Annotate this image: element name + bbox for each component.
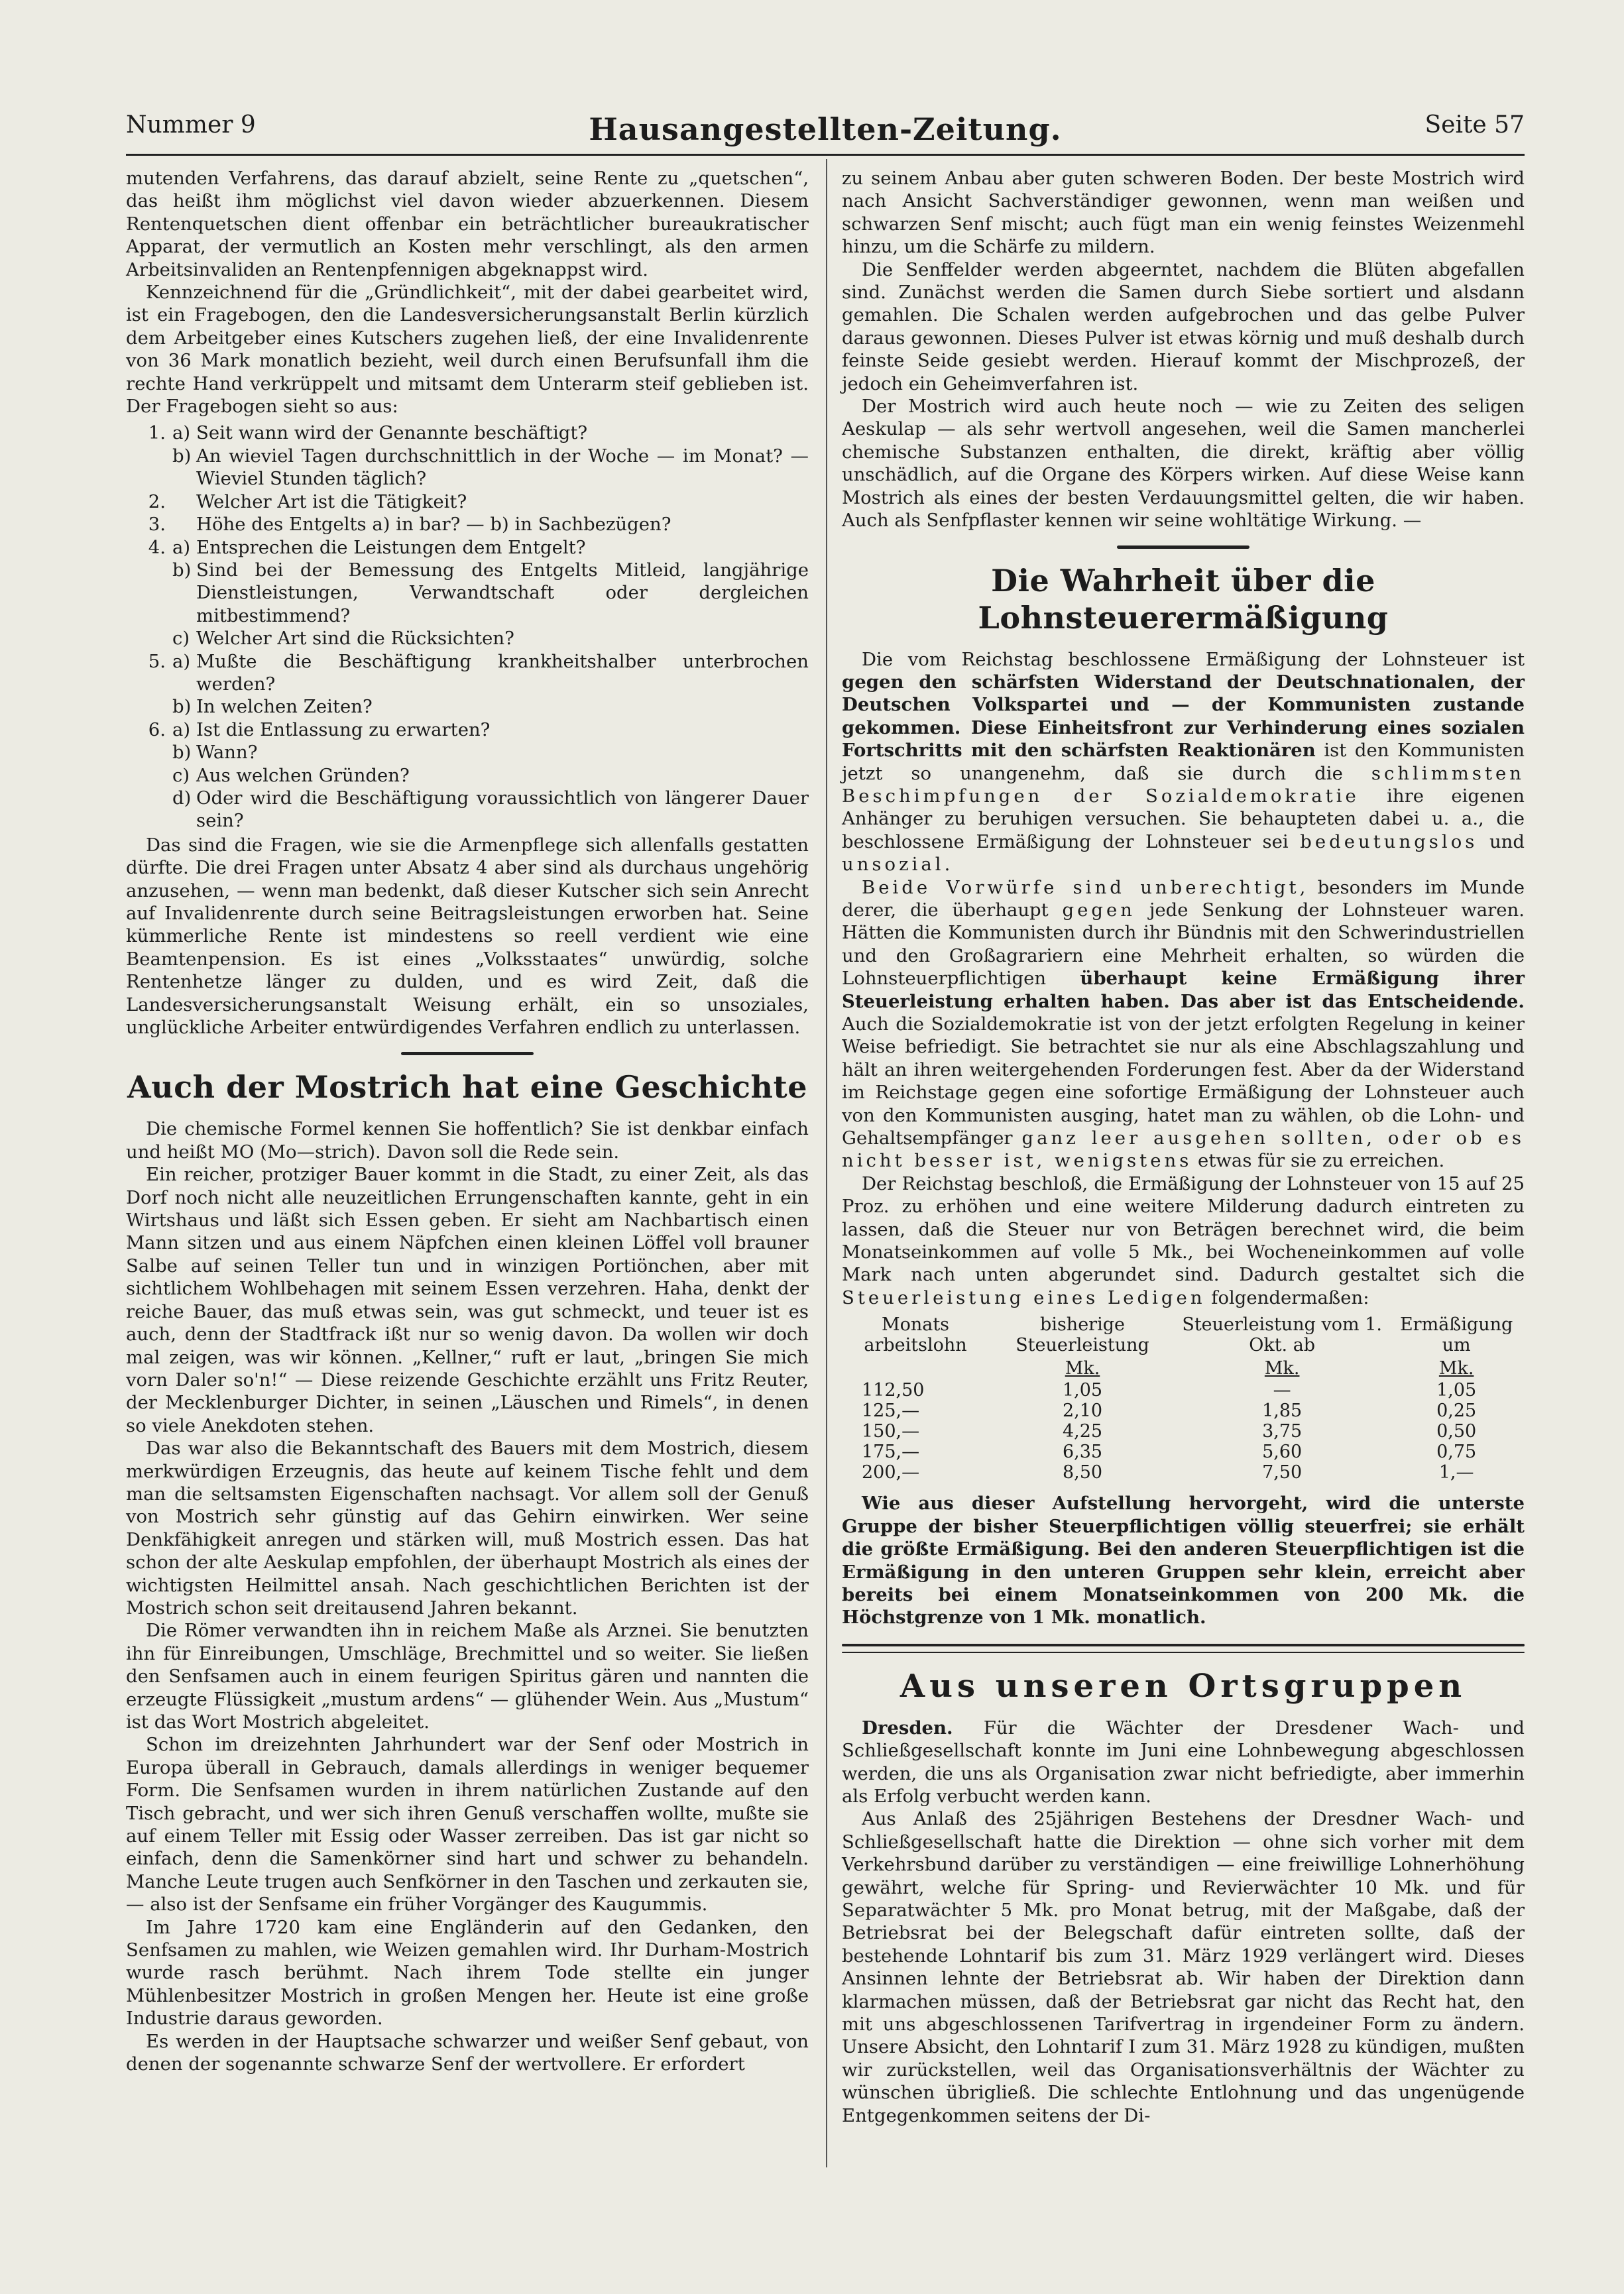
page-number: Seite 57: [1424, 111, 1525, 139]
article-paragraph: Kennzeichnend für die „Gründlichkeit“, mit der dabei gearbeitet wird, ist ein Fragebogen, den die Landesversicherungsanstalt Berlin kürzlich dem Arbeitgeber eines Kutschers zugehen ließ, der eine Invalidenrente von 36 Mark monatlich bezieht, weil durch einen Berufsunfall ihm die rechte Hand verkrüppelt und mitsamt dem Unterarm steif geblieben ist. Der Fragebogen sieht so aus:: [126, 282, 809, 418]
question-row: 1. a) Seit wann wird der Genannte beschäftigt?: [148, 422, 588, 444]
article-paragraph: Es werden in der Hauptsache schwarzer und weißer Senf gebaut, von denen der sogenannte schwarze Senf der wertvollere. Er erfordert: [126, 2030, 809, 2075]
page-header: [126, 111, 1525, 151]
masthead-title: Hausangestellten-Zeitung.: [589, 111, 1062, 147]
ortsgruppen-headline: Aus unseren Ortsgruppen: [899, 1667, 1467, 1705]
section-rule-thin: [842, 1652, 1525, 1653]
table-row: 112,50 1,05 — 1,05: [862, 1380, 1477, 1401]
tax-table: [842, 1314, 1525, 1483]
column-header: bisherige Steuerleistung: [1015, 1314, 1149, 1356]
article-paragraph: Die chemische Formel kennen Sie hoffentlich? Sie ist denkbar einfach und heißt MO (Mo—strich). Davon soll die Rede sein.: [126, 1118, 809, 1163]
question-row: b) Wann?: [172, 742, 258, 764]
question-row: 5. a) Mußte die Beschäftigung krankheitshalber unterbrochen werden?: [148, 650, 809, 695]
question-row: b) Sind bei der Bemessung des Entgelts Mitleid, langjährige Dienstleistungen, Verwandtschaft oder dergleichen mitbestimmend?: [172, 559, 809, 626]
table-header-row: [842, 1314, 1525, 1358]
question-row: c) Welcher Art sind die Rücksichten?: [172, 628, 514, 650]
question-row: 6. a) Ist die Entlassung zu erwarten?: [148, 718, 491, 740]
section-rule: [842, 1644, 1525, 1646]
spaced-text: Beide Vorwürfe sind unberechtigt: [862, 876, 1300, 898]
lohnsteuer-headline: Die Wahrheit über die Lohnsteuerermäßigung: [978, 562, 1389, 636]
article-paragraph: Die vom Reichstag beschlossene Ermäßigung der Lohnsteuer ist gegen den schärfsten Widerstand der Deutschnationalen, der Deutschen Volkspartei und — der Kommunisten zustande gekommen. Diese Einheitsfront zur Verhinderung eines sozialen Fortschritts mit den schärfsten Reaktionären ist den Kommunisten jetzt so unangenehm, daß sie durch die schlimmsten Beschimpfungen der Sozialdemokratie ihre eigenen Anhänger zu beruhigen versuchen. Sie behaupteten dabei u. a., die beschlossene Ermäßigung der Lohnsteuer sei bedeutungslos und unsozial.: [842, 648, 1525, 876]
left-column: [126, 167, 809, 2076]
table-row: 175,— 6,35 5,60 0,75: [862, 1442, 1477, 1463]
city-label: Dresden.: [862, 1717, 953, 1739]
question-row: b) In welchen Zeiten?: [172, 696, 373, 718]
question-row: 2. Welcher Art ist die Tätigkeit?: [148, 490, 467, 512]
article-paragraph: Im Jahre 1720 kam eine Engländerin auf den Gedanken, den Senfsamen zu mahlen, wie Weizen gemahlen wird. Ihr Durham-Mostrich wurde rasch berühmt. Nach ihrem Tode stellte ein junger Mühlenbesitzer Mostrich in großen Mengen her. Heute ist eine große Industrie daraus geworden.: [126, 1916, 809, 2030]
article-paragraph: Wie aus dieser Aufstellung hervorgeht, wird die unterste Gruppe der bisher Steuerpflichtigen völlig steuerfrei; sie erhält die größte Ermäßigung. Bei den anderen Steuerpflichtigen ist die Ermäßigung in den unteren Gruppen sehr klein, erreicht aber bereits bei einem Monatseinkommen von 200 Mk. die Höchstgrenze von 1 Mk. monatlich.: [842, 1493, 1525, 1629]
emphasis-text: gegen den schärfsten Widerstand der Deutschnationalen, der Deutschen Volkspartei und — der Kommunisten zustande gekommen. Diese Einheitsfront zur Verhinderung eines sozialen Fortschritts mit den schärfsten Reaktionären: [842, 671, 1525, 762]
table-row: 150,— 4,25 3,75 0,50: [862, 1421, 1477, 1442]
header-rule: [126, 154, 1525, 156]
section-ornament-rule: [1117, 545, 1249, 549]
column-header: Monats arbeitslohn: [864, 1314, 967, 1356]
article-paragraph: Beide Vorwürfe sind unberechtigt, besonders im Munde derer, die überhaupt gegen jede Senkung der Lohnsteuer waren. Hätten die Kommunisten durch ihr Bündnis mit den Schwerindustriellen und den Großagrariern eine Mehrheit erhalten, so würden die Lohnsteuerpflichtigen überhaupt keine Ermäßigung ihrer Steuerleistung erhalten haben. Das aber ist das Entscheidende. Auch die Sozialdemokratie ist von der jetzt erfolgten Regelung in keiner Weise befriedigt. Sie betrachtet sie nur als eine Abschlagszahlung und hält an ihren weitergehenden Forderungen fest. Aber da der Widerstand im Reichstage gegen eine sofortige Ermäßigung der Lohnsteuer auch von den Kommunisten ausging, hatet man zu wählen, ob die Lohn- und Gehaltsempfänger ganz leer ausgehen sollten, oder ob es nicht besser ist, wenigstens etwas für sie zu erreichen.: [842, 876, 1525, 1172]
article-paragraph: Schon im dreizehnten Jahrhundert war der Senf oder Mostrich in Europa überall in Gebrauch, damals allerdings in weniger bequemer Form. Die Senfsamen wurden in ihrem natürlichen Zustande auf den Tisch gebracht, und wer sich ihren Genuß verschaffen wollte, mußte sie auf einem Teller mit Essig oder Wasser zerreiben. Das ist gar nicht so einfach, denn die Samenkörner sind hart und schwer zu behandeln. Manche Leute trugen auch Senfkörner in den Taschen und zerkauten sie, — also ist der Senfsame ein früher Vorgänger des Kaugummis.: [126, 1734, 809, 1916]
article-paragraph: zu seinem Anbau aber guten schweren Boden. Der beste Mostrich wird nach Ansicht Sachverständiger gewonnen, wenn man weißen und schwarzen Senf mischt; auch fügt man ein wenig feinstes Weizenmehl hinzu, um die Schärfe zu mildern.: [842, 168, 1525, 258]
article-paragraph: Die Senffelder werden abgeerntet, nachdem die Blüten abgefallen sind. Zunächst werden die Samen durch Siebe sortiert und alsdann gemahlen. Die Schalen werden aufgebrochen und das gelbe Pulver daraus gewonnen. Dieses Pulver ist etwas körnig und muß deshalb durch feinste Seide gesiebt werden. Hierauf kommt der Mischprozeß, der jedoch ein Geheimverfahren ist.: [842, 258, 1525, 394]
question-row: 3. Höhe des Entgelts a) in bar? — b) in Sachbezügen?: [148, 514, 671, 536]
right-column: [842, 167, 1525, 2127]
table-row: 200,— 8,50 7,50 1,—: [862, 1462, 1474, 1483]
article-paragraph: Ein reicher, protziger Bauer kommt in die Stadt, zu einer Zeit, als das Dorf noch nicht alle neuzeitlichen Errungenschaften kannte, geht in ein Wirtshaus und läßt sich Essen geben. Er sieht am Nachbartisch einen Mann sitzen und aus einem Näpfchen einen kleinen Löffel voll brauner Salbe auf seinen Teller tun und in winzigen Portiönchen, aber mit sichtlichem Wohlbehagen mit seinem Essen verzehren. Haha, denkt der reiche Bauer, das muß etwas sein, was gut schmeckt, und teuer ist es auch, denn der Stadtfrack ißt nur so wenig davon. Da wollen wir doch mal zeigen, was wir können. „Kellner,“ ruft er laut, „bringen Sie mich vorn Daler so'n!“ — Diese reizende Geschichte erzählt uns Fritz Reuter, der Mecklenburger Dichter, in seinen „Läuschen und Rimels“, in denen so viele Anekdoten stehen.: [126, 1164, 809, 1436]
column-header: Ermäßigung um: [1399, 1314, 1513, 1356]
questionnaire: [126, 422, 809, 832]
article-paragraph: Der Mostrich wird auch heute noch — wie zu Zeiten des seligen Aeskulap — als sehr wertvoll angesehen, weil die Samen mancherlei chemische Substanzen enthalten, die direkt, kräftig aber völlig unschädlich, auf die Organe des Körpers wirken. Auf diese Weise kann Mostrich als eines der besten Verdauungsmittel gelten, die wir haben. Auch als Senfpflaster kennen wir seine wohltätige Wirkung. —: [842, 396, 1525, 532]
spaced-text: schlimmsten Beschimpfungen der Sozialdemokratie: [842, 762, 1525, 807]
question-row: c) Aus welchen Gründen?: [172, 764, 410, 786]
article-paragraph: Die Römer verwandten ihn in reichem Maße als Arznei. Sie benutzten ihn für Einreibungen, Umschläge, Brechmittel und so weiter. Sie ließen den Senfsamen auch in einem feurigen Spiritus gären und nannten die erzeugte Flüssigkeit „mustum ardens“ — glühender Wein. Aus „Mustum“ ist das Wort Mostrich abgeleitet.: [126, 1620, 809, 1733]
question-row: 4. a) Entsprechen die Leistungen dem Entgelt?: [148, 536, 586, 558]
column-divider: [826, 159, 827, 2167]
section-ornament-rule: [401, 1052, 534, 1055]
spaced-text: ganz leer ausgehen sollten, oder ob es nicht besser ist, wenigstens: [842, 1127, 1525, 1172]
article-paragraph: Das war also die Bekanntschaft des Bauers mit dem Mostrich, diesem merkwürdigen Erzeugnis, das heute auf keinem Tische fehlt und dem man die seltsamsten Eigenschaften nachsagt. Vor allem soll der Genuß von Mostrich sehr günstig auf das Gehirn einwirken. Wer seine Denkfähigkeit anregen und stärken will, muß Mostrich essen. Das hat schon der alte Aeskulap empfohlen, der überhaupt Mostrich als eines der wichtigsten Heilmittel ansah. Nach geschichtlichen Berichten ist der Mostrich schon seit dreitausend Jahren bekannt.: [126, 1438, 809, 1619]
issue-number: Nummer 9: [126, 111, 256, 139]
column-header: Steuerleistung vom 1. Okt. ab: [1182, 1314, 1382, 1356]
question-row: d) Oder wird die Beschäftigung voraussichtlich von längerer Dauer sein?: [172, 787, 809, 832]
article-paragraph: Der Reichstag beschloß, die Ermäßigung der Lohnsteuer von 15 auf 25 Proz. zu erhöhen und eine weitere Milderung dadurch eintreten zu lassen, daß die Steuer nur von Beträgen berechnet wird, die beim Monatseinkommen auf volle 5 Mk., bei Wocheneinkommen auf volle Mark nach unten abgerundet sind. Dadurch gestaltet sich die Steuerleistung eines Ledigen folgendermaßen:: [842, 1173, 1525, 1308]
spaced-text: Steuerleistung eines Ledigen: [842, 1287, 1206, 1308]
emphasis-text: überhaupt keine Ermäßigung ihrer Steuerleistung erhalten haben. Das aber ist das Entscheidende.: [842, 968, 1525, 1012]
table-row: 125,— 2,10 1,85 0,25: [862, 1401, 1477, 1422]
spaced-text: unsozial: [842, 854, 945, 876]
table-unit-row: Mk. Mk. Mk.: [1065, 1358, 1474, 1379]
spaced-text: bedeutungslos: [1300, 831, 1478, 852]
article-paragraph: Das sind die Fragen, wie sie die Armenpflege sich allenfalls gestatten dürfte. Die drei Fragen unter Absatz 4 aber sind als durchaus ungehörig anzusehen, — wenn man bedenkt, daß dieser Kutscher sich sein Anrecht auf Invalidenrente durch seine Beitragsleistungen erworben hat. Seine kümmerliche Rente ist mindestens so reell verdient wie eine Beamtenpension. Es ist eines „Volksstaates“ unwürdig, solche Rentenhetze länger zu dulden, und es wird Zeit, daß die Landesversicherungsanstalt Weisung erhält, ein so unsoziales, unglückliche Arbeiter entwürdigendes Verfahren endlich zu unterlassen.: [126, 834, 809, 1039]
article-paragraph: mutenden Verfahrens, das darauf abzielt, seine Rente zu „quetschen“, das heißt ihm möglichst viel davon wieder abzuerkennen. Diesem Rentenquetschen dient offenbar ein beträchtlicher bureaukratischer Apparat, der vermutlich an Kosten mehr verschlingt, als den armen Arbeitsinvaliden an Rentenpfennigen abgeknappst wird.: [126, 168, 809, 280]
article-paragraph: Aus Anlaß des 25jährigen Bestehens der Dresdner Wach- und Schließgesellschaft hatte die Direktion — ohne sich vorher mit dem Verkehrsbund darüber zu verständigen — eine freiwillige Lohnerhöhung gewährt, welche für Spring- und Revierwächter 10 Mk. und für Separatwächter 5 Mk. pro Monat betrug, mit der Maßgabe, daß der Betriebsrat bei der Belegschaft dafür eintreten sollte, daß der bestehende Lohntarif bis zum 31. März 1929 verlängert wird. Dieses Ansinnen lehnte der Betriebsrat ab. Wir haben der Direktion dann klarmachen müssen, daß der Betriebsrat gar nicht das Recht hat, den mit uns abgeschlossenen Tarifvertrag in irgendeiner Form zu ändern. Unsere Absicht, den Lohntarif I zum 31. März 1928 zu kündigen, mußten wir zurückstellen, weil das Organisationsverhältnis der Wächter zu wünschen übrigließ. Die schlechte Entlohnung und das ungenügende Entgegenkommen seitens der Di-: [842, 1808, 1525, 2126]
article-paragraph: Dresden. Für die Wächter der Dresdener Wach- und Schließgesellschaft konnte im Juni eine Lohnbewegung abgeschlossen werden, die uns als Organisation zwar nicht befriedigte, aber immerhin als Erfolg verbucht werden kann.: [842, 1717, 1525, 1807]
question-row: b) An wieviel Tagen durchschnittlich in der Woche — im Monat? — Wieviel Stunden täglich?: [172, 445, 809, 490]
mostrich-headline: Auch der Mostrich hat eine Geschichte: [127, 1069, 808, 1106]
spaced-text: gegen: [1062, 899, 1136, 921]
